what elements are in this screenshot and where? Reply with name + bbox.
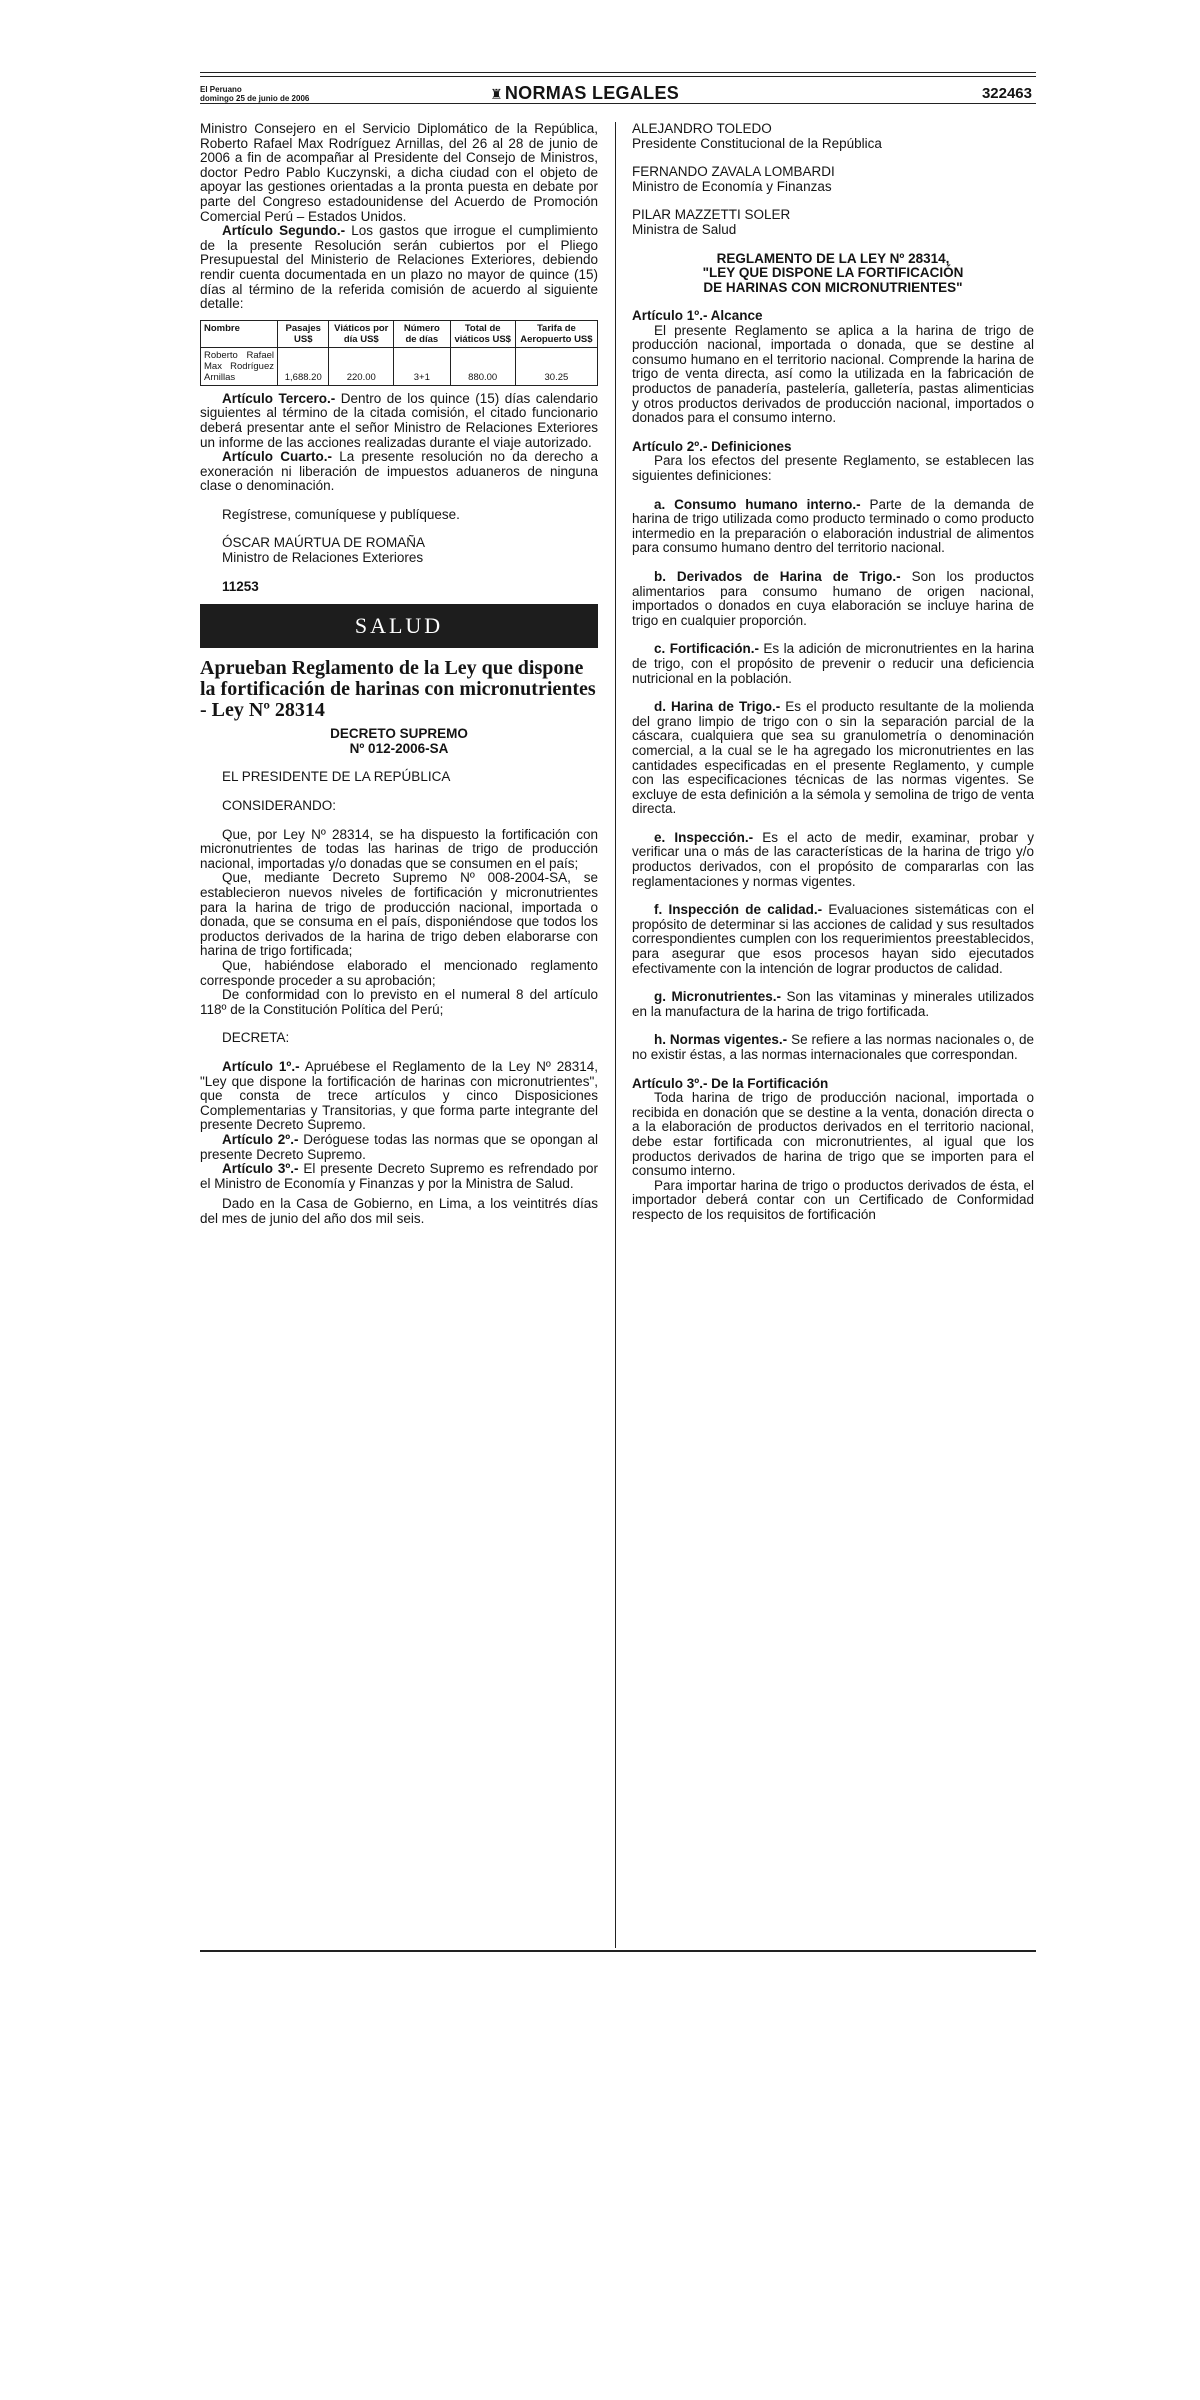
article-text: La presente resolución no da derecho a exoneración ni liberación de impuestos aduaneros de ninguna clase o denominación. [200, 449, 599, 494]
reference-number: 11253 [222, 578, 259, 594]
article-label: Artículo Segundo.- [222, 223, 346, 239]
article-text: Los gastos que irrogue el cumplimiento de la presente Resolución serán cubiertos por el Pliego Presupuestal del Ministerio de Relaciones Exteriores, debiendo rendir cuenta documentada en un plazo no mayor de quince (15) días al término de la referida comisión de acuerdo al siguiente detalle: [200, 223, 598, 312]
table-cell: 30.25 [515, 347, 597, 385]
definition-text: Son las vitaminas y minerales utilizados en la manufactura de la harina de trigo fortificada. [632, 989, 1034, 1019]
considerando-heading: CONSIDERANDO: [222, 798, 337, 814]
paragraph: Para los efectos del presente Reglamento, se establecen las siguientes definiciones: [632, 453, 1034, 483]
article-label: Artículo Cuarto.- [222, 449, 332, 465]
article-paragraph [200, 1133, 598, 1162]
header-rule [200, 76, 1036, 77]
definition-label: c. Fortificación.- [654, 641, 759, 657]
article-label: Artículo 1º.- [222, 1058, 300, 1074]
definition-text: Parte de la demanda de harina de trigo utilizada como producto terminado o como producto intermedio en la preparación o elaboración industrial de alimentos para consumo humano dentro del territorio nacional. [632, 496, 1035, 556]
travel-expenses-table [200, 320, 598, 386]
article-label: Artículo 3º.- [222, 1161, 299, 1177]
table-header-cell: Viáticos por día US$ [329, 320, 394, 347]
header-bottom-rule [200, 103, 1036, 104]
decree-number: Nº 012-2006-SA [349, 740, 449, 756]
article-paragraph [200, 450, 598, 494]
recital-paragraph: De conformidad con lo previsto en el numeral 8 del artículo 118º de la Constitución Política del Perú; [200, 987, 598, 1017]
definition-label: a. Consumo humano interno.- [654, 496, 861, 512]
article-paragraph [200, 1162, 598, 1191]
two-column-body [200, 122, 1036, 1948]
article-headline: Aprueban Reglamento de la Ley que dispone la fortificación de harinas con micronutrientes - Ley Nº 28314 [200, 657, 596, 722]
signature-block [632, 208, 1034, 237]
article-heading: Artículo 1º.- Alcance [632, 308, 763, 324]
signer-title: Ministra de Salud [632, 221, 737, 237]
definition-label: e. Inspección.- [654, 829, 754, 845]
article-paragraph [200, 224, 598, 312]
article-text: Apruébese el Reglamento de la Ley Nº 28314, "Ley que dispone la fortificación de harinas con micronutrientes", que consta de trece artículos y cinco Disposiciones Complementarias y Transitorias, y que forma parte integrante del presente Decreto Supremo. [200, 1058, 599, 1133]
article-heading: Artículo 2º.- Definiciones [632, 438, 792, 454]
signer-name: ÓSCAR MAÚRTUA DE ROMAÑA [222, 535, 426, 551]
definition-label: h. Normas vigentes.- [654, 1032, 788, 1048]
regulation-title [632, 252, 1034, 296]
definition-label: b. Derivados de Harina de Trigo.- [654, 568, 901, 584]
recital-paragraph: Que, por Ley Nº 28314, se ha dispuesto la fortificación con micronutrientes de todas las harinas de trigo de producción nacional, importadas y/o donadas que se consumen en el país; [200, 826, 598, 871]
regulation-title-line: DE HARINAS CON MICRONUTRIENTES" [703, 279, 963, 295]
section-title-text: NORMAS LEGALES [504, 83, 680, 103]
table-header-cell: Número de días [394, 320, 451, 347]
regulation-title-line: REGLAMENTO DE LA LEY Nº 28314, [716, 250, 950, 266]
publication-date: domingo 25 de junio de 2006 [200, 94, 310, 103]
definition-text: Son los productos alimentarios para consumo humano de origen nacional, importados o donados en cuya elaboración se incluye harina de trigo en cualquier proporción. [632, 568, 1034, 628]
signature-block [632, 122, 1034, 151]
closing-formula: Regístrese, comuníquese y publíquese. [222, 506, 460, 522]
table-header-cell: Total de viáticos US$ [450, 320, 515, 347]
table-header-cell: Nombre [201, 320, 278, 347]
definition-paragraph [632, 903, 1034, 976]
decree-title: DECRETO SUPREMO [330, 726, 468, 742]
left-column [200, 122, 598, 1226]
definition-paragraph [632, 990, 1034, 1019]
definition-text: Es el acto de medir, examinar, probar y verificar una o más de las características de la harina de trigo y/o productos derivados, con el propósito de compararlas con las reglamentaciones y normas vigentes. [632, 829, 1034, 889]
table-cell: 880.00 [450, 347, 515, 385]
definition-paragraph [632, 498, 1034, 556]
definition-text: Evaluaciones sistemáticas con el propósito de determinar si las acciones de calidad y sus resultados correspondientes cumplen con los requerimientos preestablecidos, para asegurar que esos procesos hayan sido ejecutados efectivamente con la intención de lograr productos de calidad. [632, 902, 1034, 976]
definition-paragraph [632, 700, 1034, 817]
definition-paragraph [632, 570, 1034, 628]
table-header-cell: Tarifa de Aeropuerto US$ [515, 320, 597, 347]
definition-label: d. Harina de Trigo.- [654, 699, 781, 715]
article-heading: Artículo 3º.- De la Fortificación [632, 1075, 829, 1091]
definition-text: Es el producto resultante de la molienda del grano limpio de trigo con o sin la separación parcial de la cáscara, cualquiera que sea su granulometría o denominación comercial, a la cual se le ha agregado los micronutrientes en las cantidades especificadas en el presente Reglamento, y cumple con las especificaciones técnicas de las normas vigentes. Se excluye de esta definición a la sémola y semolina de trigo de venta directa. [632, 699, 1035, 817]
article-label: Artículo Tercero.- [222, 390, 336, 406]
article-text: Dentro de los quince (15) días calendario siguientes al término de la citada comisión, el citado funcionario deberá presentar ante el señor Ministro de Relaciones Exteriores un informe de las acciones realizadas durante el viaje autorizado. [200, 390, 598, 450]
publication-name: El Peruano [200, 85, 242, 94]
table-row [201, 347, 598, 385]
signature-block [200, 536, 598, 565]
signer-title: Presidente Constitucional de la República [632, 135, 882, 151]
article-text: El presente Decreto Supremo es refrendado por el Ministro de Economía y Finanzas y por la Ministra de Salud. [200, 1161, 599, 1191]
coat-of-arms-icon: ♜ [490, 86, 503, 102]
signer-name: PILAR MAZZETTI SOLER [632, 207, 791, 223]
table-cell: 1,688.20 [278, 347, 329, 385]
definition-text: Es la adición de micronutrientes en la harina de trigo, con el propósito de prevenir o reducir una deficiencia nutricional en la población. [632, 641, 1034, 686]
dado-paragraph: Dado en la Casa de Gobierno, en Lima, a los veintitrés días del mes de junio del año dos mil seis. [200, 1196, 598, 1226]
definition-paragraph [632, 1033, 1034, 1062]
paragraph: El presente Reglamento se aplica a la harina de trigo de producción nacional, importada o donada, que se destine al consumo humano en el territorio nacional. Comprende la harina de trigo de venta directa, así como la utilizada en la fabricación de productos de panadería, pastelería, galletería, pastas alimenticias y otros productos derivados de producción nacional, importados o donados para el consumo interno. [632, 322, 1034, 426]
definition-paragraph [632, 831, 1034, 889]
right-column [632, 122, 1034, 1223]
signature-block [632, 165, 1034, 194]
definition-paragraph [632, 642, 1034, 686]
article-text: Deróguese todas las normas que se opongan al presente Decreto Supremo. [200, 1131, 598, 1162]
signer-title: Ministro de Relaciones Exteriores [222, 550, 424, 566]
article-paragraph [200, 392, 598, 450]
article-label: Artículo 2º.- [222, 1131, 299, 1147]
page-number: 322463 [981, 85, 1032, 102]
newspaper-page [200, 72, 1036, 1226]
signer-name: FERNANDO ZAVALA LOMBARDI [632, 164, 835, 180]
signer-title: Ministro de Economía y Finanzas [632, 178, 832, 194]
regulation-title-line: "LEY QUE DISPONE LA FORTIFICACIÓN [702, 265, 964, 281]
article-paragraph [200, 1060, 598, 1133]
definition-label: f. Inspección de calidad.- [654, 902, 823, 918]
definition-text: Se refiere a las normas nacionales o, de no existir éstas, a las normas internacionales que correspondan. [632, 1032, 1034, 1062]
table-cell: 220.00 [329, 347, 394, 385]
footer-rule [200, 1950, 1036, 1952]
signer-name: ALEJANDRO TOLEDO [632, 121, 772, 136]
table-cell: Roberto Rafael Max Rodríguez Arnillas [201, 347, 278, 385]
recital-paragraph: Que, habiéndose elaborado el mencionado reglamento corresponde proceder a su aprobación; [200, 957, 598, 988]
column-divider [615, 122, 616, 1948]
paragraph: Ministro Consejero en el Servicio Diplomático de la República, Roberto Rafael Max Rodríguez Arnillas, del 26 al 28 de junio de 2006 a fin de acompañar al Presidente del Consejo de Ministros, doctor Pedro Pablo Kuczynski, a dicha ciudad con el objeto de apoyar las gestiones orientadas a la pronta puesta en debate por parte del Congreso estadounidense del Acuerdo de Promoción Comercial Perú – Estados Unidos. [200, 121, 598, 224]
recital-paragraph: Que, mediante Decreto Supremo Nº 008-2004-SA, se establecieron nuevos niveles de fortificación y micronutrientes para la harina de trigo de producción nacional, importada o donada, que se consuma en el país, disponiéndose que todos los productos derivados de la harina de trigo deben elaborarse con harina de trigo fortificada; [200, 870, 598, 959]
header-publication-info [200, 85, 309, 103]
table-header-row [201, 320, 598, 347]
page-header [200, 72, 1036, 103]
paragraph: Para importar harina de trigo o productos derivados de ésta, el importador deberá contar con un Certificado de Conformidad respecto de los requisitos de fortificación [632, 1177, 1034, 1222]
section-banner: SALUD [200, 604, 598, 648]
definition-label: g. Micronutrientes.- [654, 989, 782, 1005]
paragraph: Toda harina de trigo de producción nacional, importada o recibida en donación que se destine a la venta, donación directa o a la elaboración de productos derivados en el territorio nacional, debe estar fortificada con micronutrientes, al igual que los productos derivados de harina de trigo que se importen para el consumo interno. [632, 1090, 1034, 1179]
table-header-cell: Pasajes US$ [278, 320, 329, 347]
president-line: EL PRESIDENTE DE LA REPÚBLICA [222, 769, 451, 785]
section-title [490, 83, 679, 104]
table-cell: 3+1 [394, 347, 451, 385]
decreta-heading: DECRETA: [222, 1030, 290, 1046]
